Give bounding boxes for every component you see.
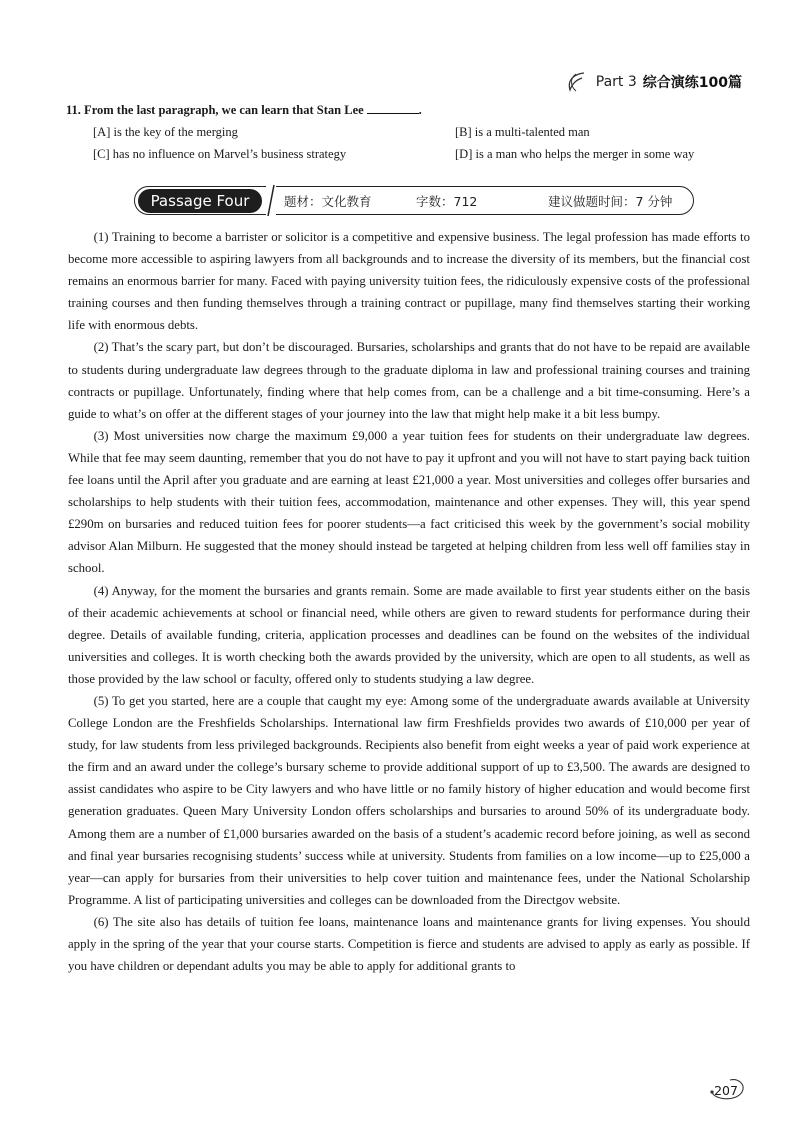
paragraph-6: (6) The site also has details of tuition fee loans, maintenance loans and maintenance grants for living expenses. You should apply in the spring of the year that your course starts. Competition is fierce and students are advised to apply as early as possible. If you have children or dependant adults you may be able to apply for additional grants to: [68, 914, 750, 974]
leaf-swirl-icon: [564, 70, 590, 94]
paragraph-5: (5) To get you started, here are a couple that caught my eye: Among some of the undergraduate awards available at University College London are the Freshfields Scholarships. International law firm Freshfields provides two awards of £10,000 per year of study, for law students from less privileged backgrounds. Recipients also benefit from eight weeks a year of paid work experience at the firm and an award under the college’s bursary scheme to provide additional support of up to £3,500. The awards are designed to assist candidates who aspire to be City lawyers and who have little or no family history of higher education and would become first generation graduates. Queen Mary University London offers scholarships and bursaries to around 50% of its undergraduate body. Among them are a number of £1,000 bursaries awarded on the basis of a student’s academic record before joining, as well as second and final year bursaries recognising students’ success while at university. Students from families on a low income—up to £25,000 a year—can apply for bursaries from their universities to help cover tuition and maintenance fees, under the National Scholarship Programme. A list of participating universities and colleges can be downloaded from the Directgov website.: [68, 693, 750, 907]
option-b: [B] is a multi-talented man: [455, 125, 590, 139]
paragraph-1: (1) Training to become a barrister or solicitor is a competitive and expensive business. The legal profession has made efforts to become more accessible to aspiring lawyers from all backgrounds and to increase the diversity of its members, but the financial cost remains an enormous barrier for many. Faced with paying university tuition fees, the ridiculously expensive costs of the professional training courses and then funding themselves through a training contract or pupillage, many find themselves starting their working life with enormous debts.: [68, 230, 750, 333]
option-a: [A] is the key of the merging: [93, 125, 238, 139]
paragraph-4: (4) Anyway, for the moment the bursaries and grants remain. Some are made available to first year students either on the basis of their academic achievements at school or financial need, while others are given to reward students for performance during their degree. Details of available funding, criteria, application processes and deadlines can be found on the websites of the individual universities and colleges. It is worth checking both the awards provided by the university, which are open to all students, as well as those provided by the law school or faculty, offered only to students studying a law degree.: [68, 583, 750, 686]
passage-label: Passage Four: [138, 189, 262, 213]
option-d: [D] is a man who helps the merger in some way: [455, 147, 695, 161]
passage-word-count: 字数：712: [416, 194, 478, 209]
question-options: [66, 124, 756, 162]
passage-text: [68, 226, 750, 977]
paragraph-3: (3) Most universities now charge the maximum £9,000 a year tuition fees for students on their undergraduate law degrees. While that fee may seem daunting, remember that you do not have to pay it upfront and you will not have to start paying back tuition fee loans until the April after you graduate and are earning at least £21,000 a year. Most universities and colleges offer bursaries and scholarships to help students with their tuition fees, accommodation, maintenance and other expenses. They will, this year spend £290m on bursaries and reduced tuition fees for poorer students—a fact criticised this week by the government’s social mobility advisor Alan Milburn. He suggested that the money should instead be targeted at helping children from less well off families stay in school.: [68, 428, 750, 576]
suggested-time: 建议做题时间：7 分钟: [548, 194, 673, 209]
passage-theme: 题材：文化教育: [284, 194, 372, 209]
question-11: [66, 102, 756, 162]
option-c: [C] has no influence on Marvel’s business strategy: [93, 147, 347, 161]
paragraph-2: (2) That’s the scary part, but don’t be discouraged. Bursaries, scholarships and grants that do not have to be repaid are available to students during undergraduate law degrees through to the graduate diploma in law and professional training courses and training contracts or pupillage. Unfortunately, finding where that help comes from, can be a challenge and a bit time-consuming. Here’s a guide to what’s on offer at the different stages of your journey into the law that might help make it a bit less bumpy.: [68, 340, 750, 421]
section-title: 综合演练100篇: [642, 75, 742, 91]
page-number: 207: [706, 1078, 746, 1102]
passage-banner: [134, 184, 696, 217]
question-stem: 11. From the last paragraph, we can learn that Stan Lee .: [66, 103, 422, 117]
answer-blank: [367, 102, 419, 114]
banner-divider: [266, 184, 276, 217]
part-label: Part 3: [595, 74, 637, 90]
running-header: [564, 70, 742, 94]
